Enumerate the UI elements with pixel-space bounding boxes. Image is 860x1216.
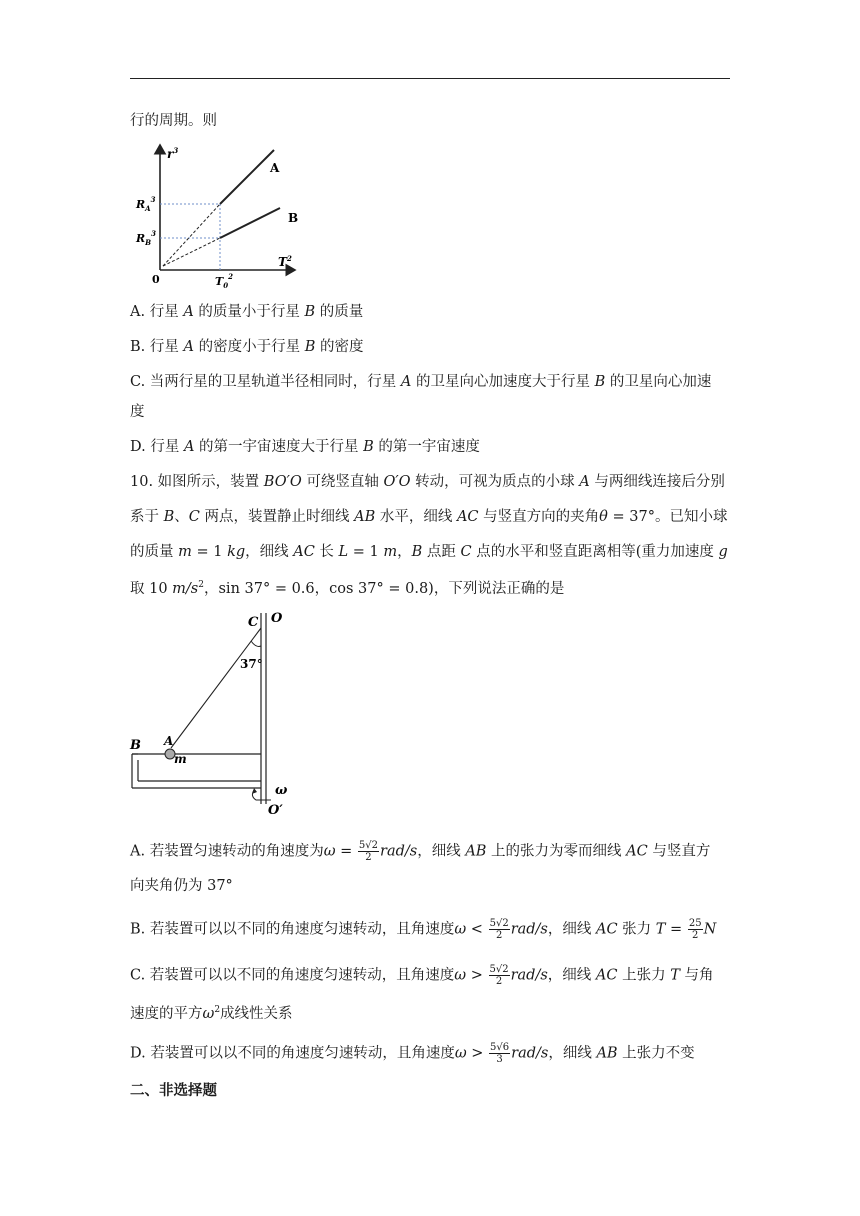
q10-option-d: D. 若装置可以以不同的角速度匀速转动，且角速度ω > $\frac{5√6}{3}$ rad/s，细线 AB 上张力不变	[130, 1042, 695, 1065]
line-b-label: B	[288, 211, 299, 225]
q10-option-b: B. 若装置可以以不同的角速度匀速转动，且角速度ω < $\frac{5√2}{2}$ rad/s，细线 AC 张力 T = $\frac{25}{2}$ N	[130, 918, 717, 941]
q10-option-c: C. 若装置可以以不同的角速度匀速转动，且角速度ω > $\frac{5√2}{2}$ rad/s，细线 AC 上张力 T 与角	[130, 964, 714, 987]
q10-stem-line4: 取 10 $m/s^2$，sin 37° = 0.6，cos 37° = 0.8)，下列说法正确的是	[130, 580, 565, 597]
line-a-label: A	[270, 161, 280, 175]
q9-option-a: A. 行星 A 的质量小于行星 B 的质量	[130, 304, 364, 320]
ra-label: $R_A^3$	[136, 195, 156, 213]
string-ac	[171, 628, 261, 748]
section-title: 二、非选择题	[130, 1083, 217, 1099]
q10-option-a: A. 若装置匀速转动的角速度为ω = $\frac{5√2}{2}$ rad/s，细线 AB 上的张力为零而细线 AC 与竖直方	[130, 840, 711, 863]
label-c: C	[248, 615, 259, 630]
q10-option-c-cont: 速度的平方$\omega^2$成线性关系	[130, 1005, 293, 1022]
fraction: $\frac{5√2}{2}$	[358, 840, 379, 863]
line-a	[220, 150, 274, 204]
fraction: $\frac{5√2}{2}$	[489, 964, 509, 987]
rotating-device-figure	[128, 608, 298, 818]
label-b: B	[130, 738, 141, 753]
x-axis-label: $T^2$	[278, 254, 292, 269]
q9-option-d: D. 行星 A 的第一宇宙速度大于行星 B 的第一宇宙速度	[130, 439, 480, 455]
q9-intro: 行的周期。则	[130, 113, 217, 129]
fraction: $\frac{5√6}{3}$	[490, 1042, 510, 1065]
label-m: m	[174, 752, 187, 766]
label-omega: ω	[275, 783, 288, 798]
q9-option-b: B. 行星 A 的密度小于行星 B 的密度	[130, 339, 364, 355]
label-a: A	[164, 734, 174, 748]
label-o: O	[271, 611, 283, 626]
q10-stem-line3: 的质量 m = 1 kg，细线 AC 长 L = 1 m，B 点距 C 点的水平和竖直距离相等(重力加速度 g	[130, 544, 728, 560]
angle-label: 37°	[240, 657, 263, 671]
fraction: $\frac{25}{2}$	[688, 918, 702, 941]
t0-label: $T_0^2$	[215, 272, 233, 290]
label-o-prime: O′	[268, 803, 283, 818]
q10-stem-line1: 10. 如图所示，装置 BO′O 可绕竖直轴 O′O 转动，可视为质点的小球 A 与两细线连接后分别	[130, 474, 725, 490]
origin-label: 0	[152, 273, 160, 286]
fraction: $\frac{5√2}{2}$	[489, 918, 509, 941]
line-b	[220, 208, 280, 238]
q10-stem-line2: 系于 B、C 两点，装置静止时细线 AB 水平，细线 AC 与竖直方向的夹角θ = 37°。已知小球	[130, 509, 728, 525]
rb-label: $R_B^3$	[136, 229, 156, 247]
y-axis-label: $r^3$	[167, 146, 179, 161]
header-rule	[130, 78, 730, 79]
q9-option-c: C. 当两行星的卫星轨道半径相同时，行星 A 的卫星向心加速度大于行星 B 的卫星向心加速	[130, 374, 712, 390]
q10-option-a-cont: 向夹角仍为 37°	[130, 878, 233, 894]
q9-option-c-cont: 度	[130, 404, 145, 420]
r3-t2-graph	[130, 140, 300, 290]
